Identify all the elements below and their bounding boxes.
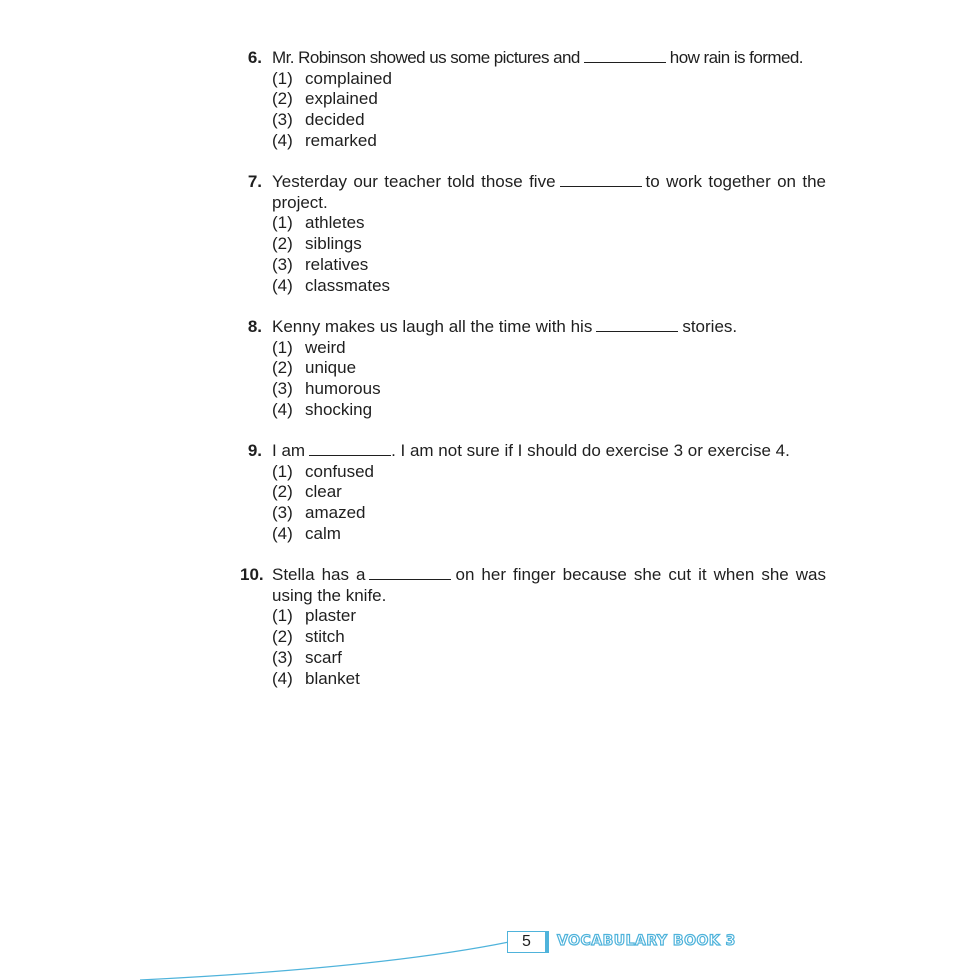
question-body — [272, 172, 826, 296]
option-2 — [272, 482, 826, 503]
stem-before: Yesterday our teacher told those five — [272, 172, 556, 191]
question-body — [272, 317, 826, 421]
question-body — [272, 441, 826, 545]
option-text: blanket — [305, 668, 360, 688]
stem-before: Stella has a — [272, 565, 366, 584]
option-2 — [272, 358, 826, 379]
option-number: (1) — [272, 337, 293, 357]
option-3 — [272, 255, 826, 276]
option-1 — [272, 69, 826, 90]
option-text: unique — [305, 358, 357, 378]
option-number: (4) — [272, 668, 293, 688]
option-text: decided — [305, 110, 365, 130]
answer-blank — [369, 566, 451, 580]
answer-blank — [560, 173, 642, 187]
option-number: (3) — [272, 647, 293, 667]
stem-before: Kenny makes us laugh all the time with his — [272, 317, 593, 336]
question-number: 8. — [247, 317, 262, 336]
question-stem — [272, 172, 826, 213]
option-text: scarf — [305, 647, 342, 667]
option-3 — [272, 110, 826, 131]
option-number: (3) — [272, 503, 293, 523]
option-3 — [272, 648, 826, 669]
option-number: (1) — [272, 461, 293, 481]
option-number: (1) — [272, 213, 293, 233]
option-3 — [272, 379, 826, 400]
book-title: VOCABULARY BOOK 3 — [557, 933, 736, 949]
option-2 — [272, 234, 826, 255]
question-10 — [240, 565, 826, 689]
question-number: 10. — [240, 565, 264, 584]
option-4 — [272, 669, 826, 690]
option-text: clear — [305, 482, 342, 502]
stem-before: Mr. Robinson showed us some pictures and — [272, 48, 580, 67]
stem-after: on her finger because she cut it when she was using the knife. — [272, 565, 827, 605]
option-4 — [272, 524, 826, 545]
option-number: (3) — [272, 379, 293, 399]
question-body — [272, 48, 826, 152]
option-1 — [272, 213, 826, 234]
option-number: (4) — [272, 275, 293, 295]
option-text: complained — [305, 68, 392, 88]
question-body — [272, 565, 826, 689]
stem-after: stories. — [682, 317, 738, 336]
option-number: (4) — [272, 523, 293, 543]
option-text: calm — [305, 523, 341, 543]
option-number: (1) — [272, 606, 293, 626]
option-1 — [272, 338, 826, 359]
question-number: 6. — [247, 48, 262, 67]
option-text: amazed — [305, 503, 366, 523]
answer-blank — [584, 49, 666, 63]
question-number: 9. — [247, 441, 262, 460]
option-number: (2) — [272, 89, 293, 109]
option-number: (1) — [272, 68, 293, 88]
option-number: (2) — [272, 482, 293, 502]
option-1 — [272, 462, 826, 483]
question-stem — [272, 565, 826, 606]
option-number: (2) — [272, 627, 293, 647]
question-7 — [240, 172, 826, 296]
stem-before: I am — [272, 441, 306, 460]
option-text: explained — [305, 89, 378, 109]
option-number: (3) — [272, 254, 293, 274]
question-6 — [240, 48, 826, 151]
option-number: (2) — [272, 234, 293, 254]
option-1 — [272, 606, 826, 627]
option-text: weird — [305, 337, 346, 357]
option-text: plaster — [305, 606, 357, 626]
stem-after: . I am not sure if I should do exercise 3 or exercise 4. — [391, 441, 790, 460]
option-4 — [272, 400, 826, 421]
question-number: 7. — [247, 172, 262, 191]
option-text: confused — [305, 461, 374, 481]
stem-after: how rain is formed. — [669, 48, 803, 67]
option-text: classmates — [305, 275, 391, 295]
option-3 — [272, 503, 826, 524]
question-stem — [272, 317, 826, 338]
option-2 — [272, 89, 826, 110]
option-number: (4) — [272, 399, 293, 419]
option-4 — [272, 276, 826, 297]
page-number: 5 — [507, 931, 549, 953]
footer-decoration — [0, 900, 980, 980]
stem-after: to work together on the project. — [272, 172, 827, 212]
answer-blank — [309, 442, 391, 456]
question-8 — [240, 317, 826, 420]
option-4 — [272, 131, 826, 152]
option-2 — [272, 627, 826, 648]
option-text: relatives — [305, 254, 369, 274]
question-9 — [240, 441, 826, 544]
answer-blank — [596, 318, 678, 332]
option-number: (4) — [272, 130, 293, 150]
option-text: siblings — [305, 234, 362, 254]
question-list — [240, 48, 826, 689]
option-number: (3) — [272, 110, 293, 130]
option-text: humorous — [305, 379, 381, 399]
option-text: stitch — [305, 627, 345, 647]
option-number: (2) — [272, 358, 293, 378]
question-stem — [272, 441, 826, 462]
option-text: athletes — [305, 213, 365, 233]
footer-swoosh-line — [140, 942, 509, 980]
question-stem — [272, 48, 826, 69]
option-text: remarked — [305, 130, 377, 150]
option-text: shocking — [305, 399, 373, 419]
